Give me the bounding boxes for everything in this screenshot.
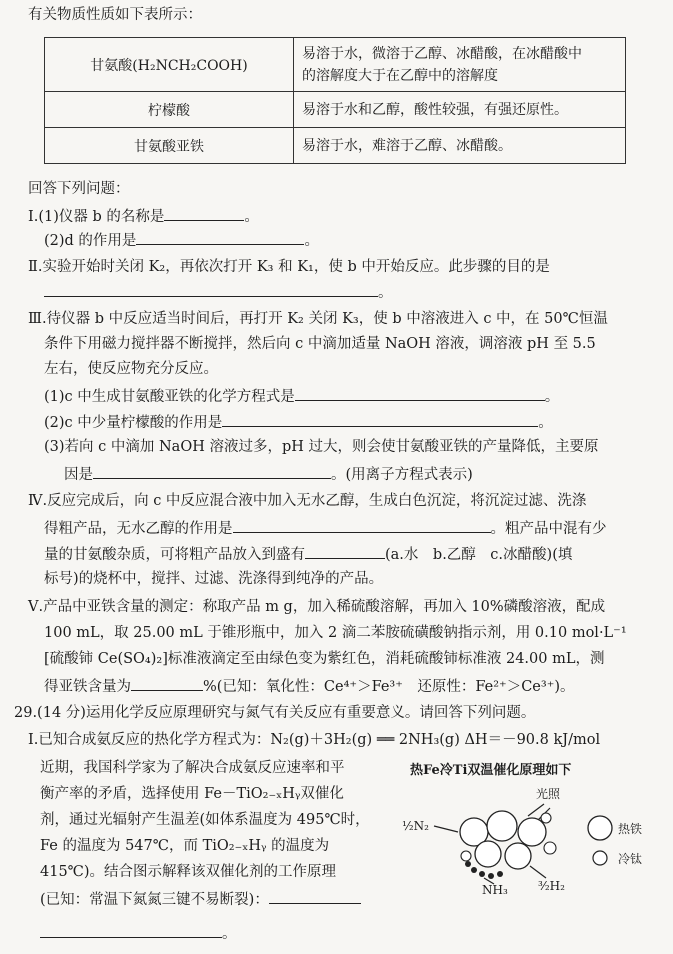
light-label: 光照 — [536, 787, 561, 801]
question-v-line2: 100 mL，取 25.00 mL 于锥形瓶中，加入 2 滴二苯胺硫磺酸钠指示剂，用 0.10 mol·L⁻¹ — [44, 625, 627, 641]
answer-blank[interactable] — [269, 889, 361, 904]
question-v-line3: [硫酸铈 Ce(SO₄)₂]标准液滴定至由绿色变为紫红色，消耗硫酸铈标准液 24.00 mL，测 — [44, 651, 605, 667]
question-iv-line2: 得粗产品，无水乙醇的作用是 。粗产品中混有少 — [44, 518, 607, 538]
hot-iron-particle — [487, 811, 517, 841]
h2-arrow — [530, 866, 546, 878]
question-iii-line3: 左右，使反应物充分反应。 — [44, 361, 218, 377]
hot-iron-particle — [475, 841, 501, 867]
question-ii: Ⅱ.实验开始时关闭 K₂，再依次打开 K₃ 和 K₁，使 b 中开始反应。此步骤的目的是 — [28, 259, 550, 275]
intro-text: 有关物质性质如下表所示： — [28, 7, 202, 23]
question-29-heading: 29.(14 分)运用化学反应原理研究与氮气有关反应有重要意义。请回答下列问题。 — [14, 705, 536, 721]
table-row — [45, 38, 626, 92]
question-29-i: Ⅰ.已知合成氨反应的热化学方程式为：N₂(g)＋3H₂(g) ══ 2NH₃(g) ΔH＝－90.8 kJ/mol — [28, 732, 601, 748]
hot-iron-particle — [518, 818, 546, 846]
question-iv-line1: Ⅳ.反应完成后，向 c 中反应混合液中加入无水乙醇，生成白色沉淀，将沉淀过滤、洗涤 — [28, 493, 587, 509]
answer-blank[interactable] — [233, 518, 491, 533]
question-iii-1: (1)c 中生成甘氨酸亚铁的化学方程式是 。 — [44, 386, 559, 406]
question-v-line1: Ⅴ.产品中亚铁含量的测定：称取产品 m g，加入稀硫酸溶解，再加入 10%磷酸溶液，配成 — [28, 599, 606, 615]
answer-blank[interactable] — [131, 676, 203, 691]
paragraph-line: 剂，通过光辐射产生温差(如体系温度为 495℃时， — [40, 812, 370, 828]
question-iii-3-line2: 因是 。(用离子方程式表示) — [64, 464, 473, 484]
nh3-label: NH₃ — [482, 883, 508, 895]
answer-blank[interactable] — [222, 412, 538, 427]
adsorbed-atom — [488, 873, 494, 879]
question-iii-line2: 条件下用磁力搅拌器不断搅拌，然后向 c 中滴加适量 NaOH 溶液，调溶液 pH 至 5.5 — [44, 336, 596, 352]
answer-blank[interactable] — [44, 282, 378, 297]
question-iv-line4: 标号)的烧杯中，搅拌、过滤、洗涤得到纯净的产品。 — [44, 571, 384, 587]
hot-iron-particle — [505, 843, 531, 869]
light-arrow — [528, 804, 544, 816]
question-i-2: (2)d 的作用是 。 — [44, 230, 319, 250]
question-i-1: Ⅰ.(1)仪器 b 的名称是 。 — [28, 206, 259, 226]
question-iii-line1: Ⅲ.待仪器 b 中反应适当时间后，再打开 K₂ 关闭 K₃，使 b 中溶液进入 c 中，在 50℃恒温 — [28, 311, 608, 327]
paragraph-line: 415℃)。结合图示解释该双催化剂的工作原理 — [40, 864, 337, 880]
substance-desc: 易溶于水，难溶于乙醇、冰醋酸。 — [294, 128, 626, 164]
question-ii-blank-line: 。 — [44, 282, 393, 302]
substance-name: 甘氨酸(H₂NCH₂COOH) — [45, 38, 294, 92]
question-iii-2: (2)c 中少量柠檬酸的作用是 。 — [44, 412, 553, 432]
paragraph-line: (已知：常温下氮氮三键不易断裂)： — [40, 889, 361, 909]
answer-blank[interactable] — [136, 230, 304, 245]
n2-label: ½N₂ — [402, 819, 429, 833]
answer-blank[interactable] — [295, 386, 545, 401]
paragraph-line: 近期，我国科学家为了解决合成氨反应速率和平 — [40, 760, 345, 776]
h2-label: ³⁄₂H₂ — [538, 879, 565, 893]
answer-heading: 回答下列问题： — [28, 181, 130, 197]
adsorbed-atom — [465, 861, 471, 867]
answer-blank[interactable] — [305, 544, 385, 559]
substance-desc: 易溶于水和乙醇，酸性较强，有强还原性。 — [294, 92, 626, 128]
legend-cold-titanium: 冷钛 — [618, 852, 643, 866]
paragraph-line: 。 — [40, 923, 237, 943]
adsorbed-atom — [471, 867, 477, 873]
table-row — [45, 128, 626, 164]
properties-table — [44, 37, 626, 164]
question-iv-line3: 量的甘氨酸杂质，可将粗产品放入到盛有 (a.水 b.乙醇 c.冰醋酸)(填 — [44, 544, 572, 564]
legend-hot-iron: 热铁 — [618, 822, 643, 836]
legend-cold-titanium-icon — [593, 851, 607, 865]
answer-blank[interactable] — [164, 206, 244, 221]
question-v-line4: 得亚铁含量为 %(已知：氧化性：Ce⁴⁺＞Fe³⁺ 还原性：Fe²⁺＞Ce³⁺)。 — [44, 676, 575, 696]
substance-name: 甘氨酸亚铁 — [45, 128, 294, 164]
answer-blank[interactable] — [93, 464, 331, 479]
table-row — [45, 92, 626, 128]
adsorbed-atom — [479, 871, 485, 877]
figure-title: 热Fe冷Ti双温催化原理如下 — [410, 763, 572, 778]
answer-blank[interactable] — [40, 923, 222, 938]
cold-titanium-particle — [461, 851, 471, 861]
adsorbed-atom — [497, 871, 503, 877]
legend-hot-iron-icon — [588, 816, 612, 840]
paragraph-line: Fe 的温度为 547℃，而 TiO₂₋ₓHᵧ 的温度为 — [40, 838, 330, 854]
question-iii-3-line1: (3)若向 c 中滴加 NaOH 溶液过多，pH 过大，则会使甘氨酸亚铁的产量降低，主要原 — [44, 439, 599, 455]
cold-titanium-particle — [544, 842, 556, 854]
n2-arrow — [434, 826, 458, 832]
catalyst-diagram — [396, 760, 666, 895]
paragraph-line: 衡产率的矛盾，选择使用 Fe－TiO₂₋ₓHᵧ双催化 — [40, 786, 344, 802]
substance-name: 柠檬酸 — [45, 92, 294, 128]
substance-desc: 易溶于水，微溶于乙醇、冰醋酸，在冰醋酸中 的溶解度大于在乙醇中的溶解度 — [294, 38, 626, 92]
cold-titanium-particle — [541, 813, 551, 823]
